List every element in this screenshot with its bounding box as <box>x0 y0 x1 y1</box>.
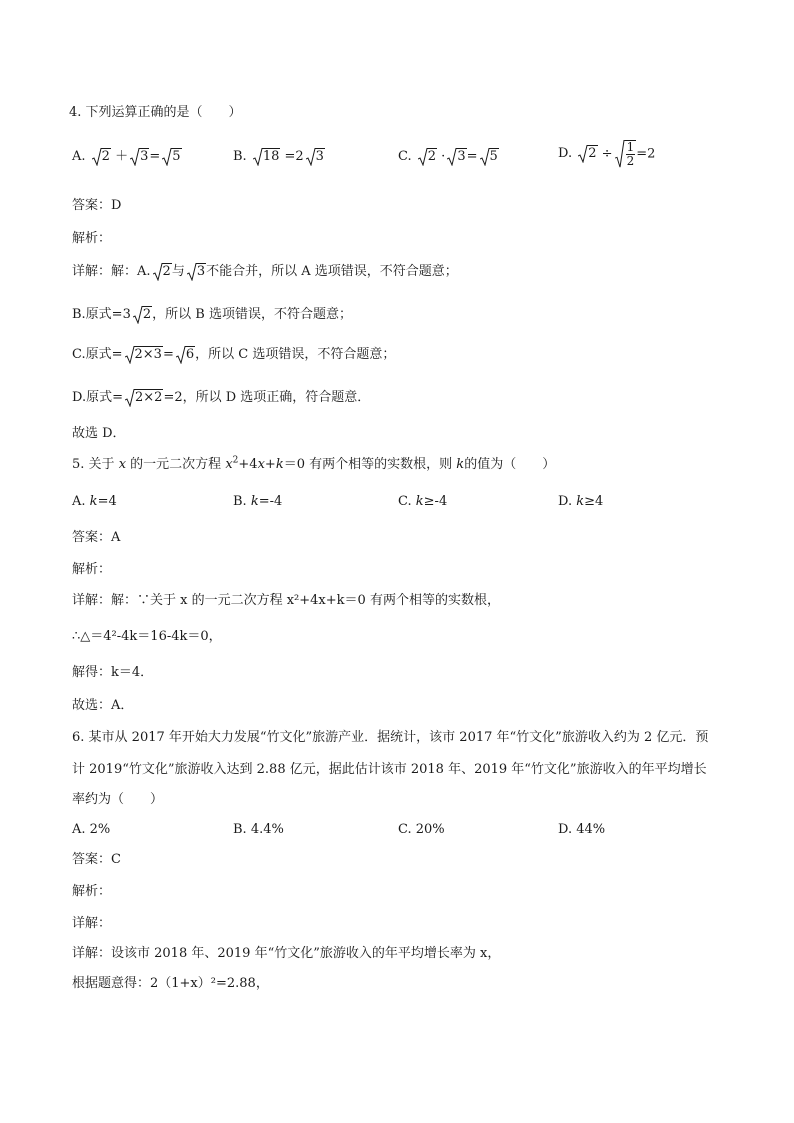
q4-option-b-expr: 18 =2 3 <box>251 149 325 164</box>
q4-detail-c-post: ，所以 C 选项错误，不符合题意； <box>195 347 396 362</box>
q6-option-a: A. 2% <box>72 822 111 837</box>
q5-option-c: C. k≥-4 <box>398 494 448 509</box>
q5-stem: 5. 关于 x 的一元二次方程 $x^2+4x+k=0$ 有两个相等的实数根，则 k的值为（ ） <box>72 455 556 472</box>
q5-answer: 答案：A <box>72 530 121 545</box>
q5-step1: ∴△＝4²-4k＝16-4k＝0， <box>72 629 222 644</box>
q4-detail-a-post: 不能合并，所以 A 选项错误，不符合题意； <box>206 264 458 279</box>
q4-detail-d-post: =2，所以 D 选项正确，符合题意． <box>163 390 371 405</box>
q6-stem-line3: 率约为（ ） <box>72 792 164 807</box>
q5-stem-mid1: 的一元二次方程 <box>130 457 222 472</box>
q4-detail-c: C.原式= 2×3= 6，所以 C 选项错误，不符合题意； <box>72 347 396 362</box>
q5-stem-post: 的值为（ ） <box>464 457 556 472</box>
q4-detail-d: D.原式= 2×2=2，所以 D 选项正确，符合题意． <box>72 390 371 405</box>
q5-option-a-label: A. <box>72 494 86 509</box>
q6-stem-line1: 6. 某市从 2017 年开始大力发展“竹文化”旅游产业．据统计，该市 2017 年“竹文化”旅游收入约为 2 亿元．预 <box>72 730 709 745</box>
q4-conclusion: 故选 D． <box>72 426 126 441</box>
q4-option-b-label: B. <box>233 149 247 164</box>
q6-analysis: 解析： <box>72 884 112 899</box>
q5-option-b-value: =-4 <box>258 494 283 509</box>
q4-answer: 答案：D <box>72 198 122 213</box>
q6-option-b: B. 4.4% <box>233 822 284 837</box>
q4-detail-b: B.原式=3 2，所以 B 选项错误，不符合题意； <box>72 307 352 322</box>
q4-detail-c-pre: C.原式= <box>72 347 123 362</box>
q6-option-c: C. 20% <box>398 822 445 837</box>
q4-option-a-label: A. <box>72 149 86 164</box>
q5-option-b-label: B. <box>233 494 247 509</box>
q6-option-d: D. 44% <box>558 822 606 837</box>
q4-detail-a-mid: 与 <box>171 264 185 279</box>
q4-option-c-expr: 2 · 3= 5 <box>416 149 499 164</box>
q5-analysis: 解析： <box>72 562 112 577</box>
q4-option-b <box>233 148 325 166</box>
q4-detail-a: 详解：解：A. 2与 3不能合并，所以 A 选项错误，不符合题意； <box>72 264 458 279</box>
q4-option-c <box>398 148 499 166</box>
q4-option-a <box>72 148 182 166</box>
q4-detail-b-pre: B.原式=3 <box>72 307 131 322</box>
q4-detail-d-pre: D.原式= <box>72 390 123 405</box>
q6-stem-line2: 计 2019“竹文化”旅游收入达到 2.88 亿元，据此估计该市 2018 年、2019 年“竹文化”旅游收入的年平均增长 <box>72 762 707 777</box>
q5-option-c-value: ≥-4 <box>423 494 448 509</box>
q5-option-c-label: C. <box>398 494 412 509</box>
q5-conclusion: 故选：A． <box>72 698 134 713</box>
q5-option-d-label: D. <box>558 494 573 509</box>
q4-option-d-expr: 2 ÷ $\frac{1}{2}$ =2 <box>576 147 655 162</box>
q5-option-d-value: ≥4 <box>584 494 604 509</box>
q5-option-a: A. k=4 <box>72 494 117 509</box>
q5-option-d: D. k≥4 <box>558 494 604 509</box>
q6-detail-label: 详解： <box>72 916 112 931</box>
q4-option-a-expr: 2 ＋ 3= 5 <box>90 149 182 164</box>
q4-option-d-label: D. <box>558 146 573 161</box>
q6-detail: 详解：设该市 2018 年、2019 年“竹文化”旅游收入的年平均增长率为 x， <box>72 946 501 961</box>
q5-step2: 解得：k＝4． <box>72 665 154 680</box>
q5-detail: 详解：解：∵关于 x 的一元二次方程 x²+4x+k＝0 有两个相等的实数根， <box>72 593 500 608</box>
q5-option-b: B. k=-4 <box>233 494 283 509</box>
q4-stem: 4. 下列运算正确的是（ ） <box>69 105 242 120</box>
q6-equation: 根据题意得：2（1+x）²=2.88， <box>72 976 269 991</box>
q4-detail-a-pre: 详解：解：A. <box>72 264 151 279</box>
q5-option-a-value: =4 <box>97 494 117 509</box>
q5-equation: $x^2+4x+k=0$ <box>225 455 305 472</box>
q6-answer: 答案：C <box>72 852 121 867</box>
q4-option-d <box>558 140 655 168</box>
q4-option-c-label: C. <box>398 149 412 164</box>
q4-detail-b-post: ，所以 B 选项错误，不符合题意； <box>152 307 352 322</box>
q4-analysis: 解析： <box>72 231 112 246</box>
q5-stem-pre: 5. 关于 <box>72 457 115 472</box>
q5-stem-mid2: 有两个相等的实数根，则 <box>309 457 453 472</box>
